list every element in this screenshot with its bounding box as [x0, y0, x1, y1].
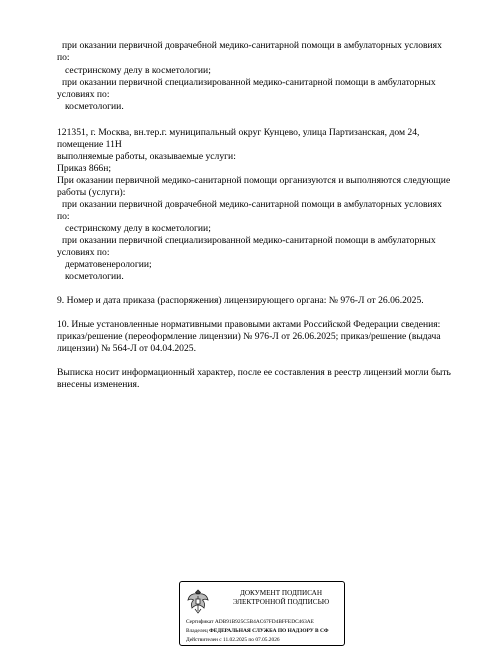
text-line: дерматовенерологии; — [65, 259, 152, 270]
text-line: при оказании первичной специализированной медико-санитарной помощи в амбулаторных — [62, 77, 436, 88]
text-line: сестринскому делу в косметологии; — [65, 65, 211, 76]
text-line: При оказании первичной медико-санитарной помощи организуются и выполняются следующие — [57, 175, 451, 186]
text-line: при оказании первичной доврачебной медико-санитарной помощи в амбулаторных условиях — [62, 40, 442, 51]
signature-stamp — [179, 581, 345, 646]
stamp-owner-value: ФЕДЕРАЛЬНАЯ СЛУЖБА ПО НАДЗОРУ В СФ — [209, 628, 329, 634]
stamp-title-line-2: ЭЛЕКТРОННОЙ ПОДПИСЬЮ — [232, 598, 330, 606]
text-line: помещение 11Н — [57, 139, 122, 150]
text-line: по: — [57, 52, 70, 63]
text-line: лицензии) № 564-Л от 04.04.2025. — [57, 343, 196, 354]
text-line: при оказании первичной доврачебной медико-санитарной помощи в амбулаторных условиях — [62, 199, 442, 210]
stamp-title-line-1: ДОКУМЕНТ ПОДПИСАН — [239, 589, 323, 597]
stamp-validity: Действителен с 11.02.2025 по 07.05.2026 — [186, 637, 280, 643]
coat-of-arms-icon — [186, 587, 210, 615]
stamp-owner-row — [186, 628, 329, 635]
text-line: косметологии. — [65, 271, 124, 282]
stamp-certificate-row — [186, 619, 314, 626]
text-line: внесены изменения. — [57, 379, 140, 390]
stamp-certificate-label: Сертификат — [186, 619, 214, 625]
text-line: выполняемые работы, оказываемые услуги: — [57, 151, 236, 162]
text-line: 9. Номер и дата приказа (распоряжения) лицензирующего органа: № 976-Л от 26.06.2025. — [57, 295, 424, 306]
text-line: сестринскому делу в косметологии; — [65, 223, 211, 234]
stamp-certificate-value: ADB91B925C5B4AC67FD4BFFEDC463AE — [214, 619, 314, 625]
text-line: по: — [57, 211, 70, 222]
text-line: условиях по: — [57, 89, 110, 100]
text-line: условиях по: — [57, 247, 110, 258]
text-line: Приказ 866н; — [57, 163, 112, 174]
text-line: Выписка носит информационный характер, после ее составления в реестр лицензий могли быть — [57, 367, 451, 378]
text-line: работы (услуги): — [57, 187, 126, 198]
text-line: 121351, г. Москва, вн.тер.г. муниципальный округ Кунцево, улица Партизанская, дом 24, — [57, 127, 420, 138]
stamp-owner-label: Владелец — [186, 628, 208, 634]
text-line: при оказании первичной специализированной медико-санитарной помощи в амбулаторных — [62, 235, 436, 246]
text-line: приказ/решение (переоформление лицензии) № 976-Л от 26.06.2025; приказ/решение (выдача — [57, 331, 441, 342]
text-line: косметологии. — [65, 101, 124, 112]
text-line: 10. Иные установленные нормативными правовыми актами Российской Федерации сведения: — [57, 319, 441, 330]
